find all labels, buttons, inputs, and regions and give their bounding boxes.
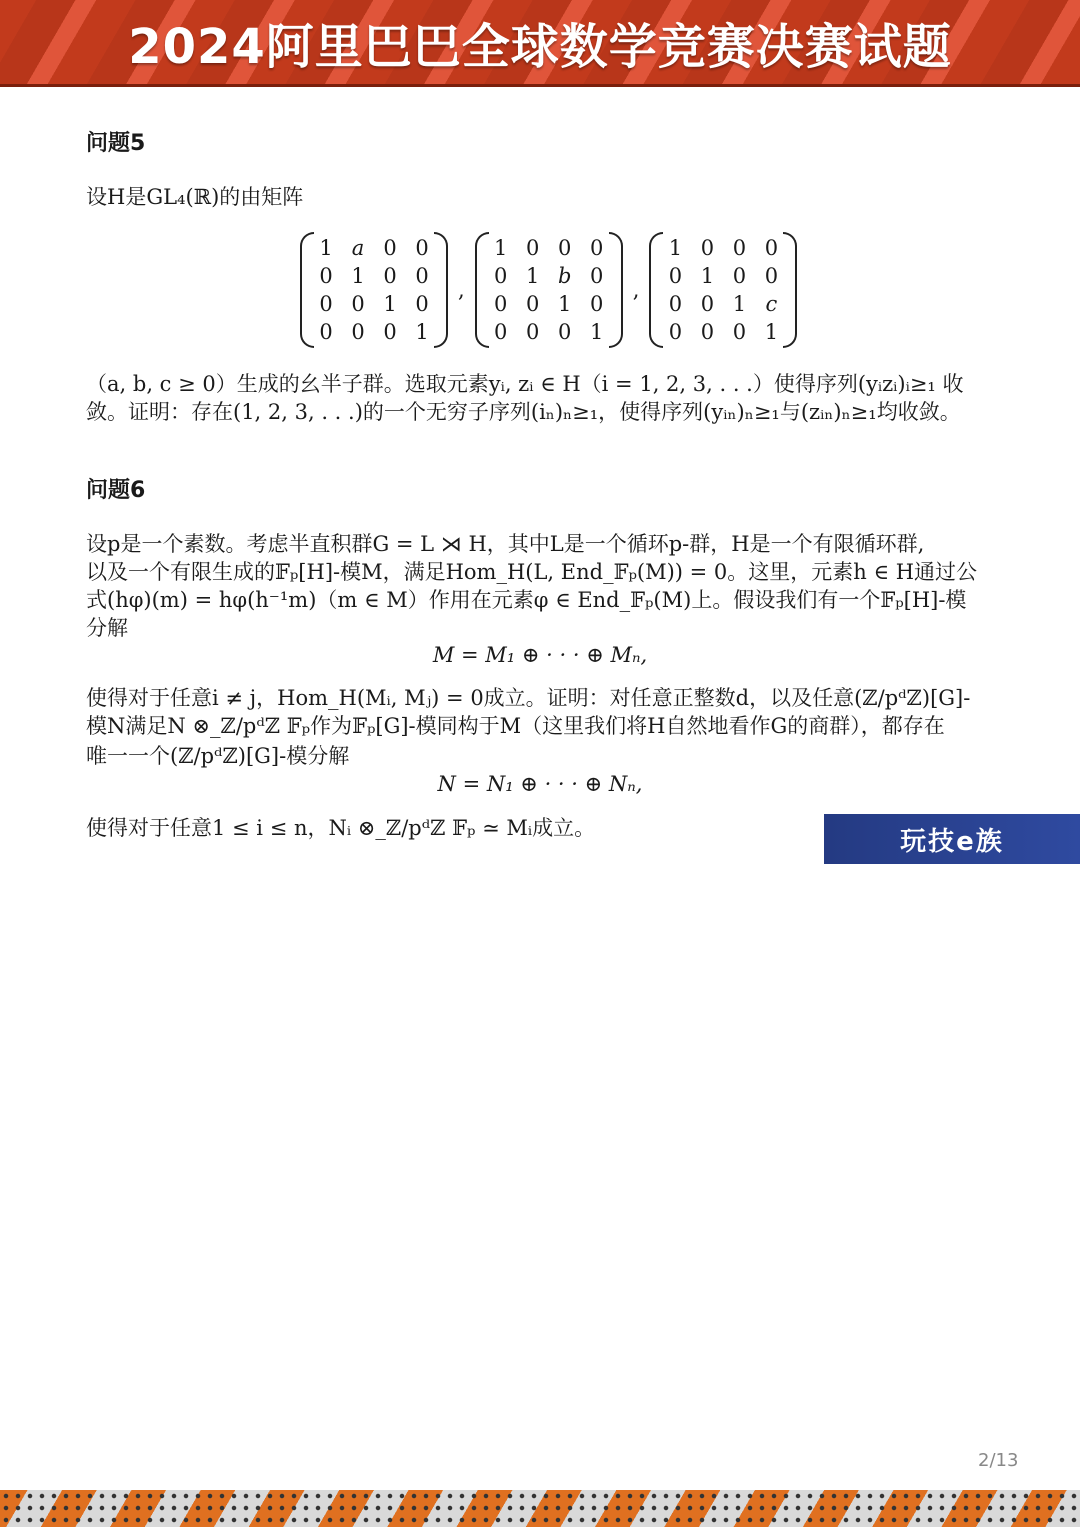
matrix-cell: 0: [558, 236, 572, 260]
page-title: 2024阿里巴巴全球数学竞赛决赛试题: [128, 19, 952, 75]
matrix-cell: 0: [526, 320, 540, 344]
page-number: 2/13: [978, 1450, 1019, 1471]
matrix-cell: 1: [351, 264, 365, 288]
matrix-cell: 0: [383, 236, 397, 260]
matrix-cell: 0: [764, 236, 779, 260]
matrix-cell: 0: [526, 292, 540, 316]
matrix-cell: 0: [494, 292, 508, 316]
matrix-cell: 0: [590, 292, 604, 316]
header-banner: [0, 0, 1080, 87]
matrix-cell: 0: [351, 292, 365, 316]
matrix-cell: 1: [668, 236, 683, 260]
matrix-cell: 0: [764, 264, 779, 288]
matrix-separator: ,: [458, 278, 465, 302]
matrix-cell: a: [351, 236, 365, 260]
matrix-cell: 0: [732, 236, 747, 260]
matrix-cell: c: [765, 292, 778, 316]
matrix-cell: 0: [668, 320, 683, 344]
matrix-cell: b: [557, 264, 572, 288]
matrix-cell: 0: [700, 236, 715, 260]
matrix-cell: 0: [415, 292, 429, 316]
matrix-cell: 0: [415, 264, 429, 288]
watermark-logo: 玩技e族: [824, 814, 1080, 864]
matrix-cell: 0: [319, 292, 333, 316]
matrix-cell: 0: [319, 320, 333, 344]
matrix-cell: 0: [558, 320, 572, 344]
matrix-group: [300, 232, 797, 348]
matrix-cell: 1: [764, 320, 779, 344]
problem6-text-line: 式(hφ)(m) = hφ(h⁻¹m)（m ∈ M）作用在元素φ ∈ End_𝔽ₚ(M)上。假设我们有一个𝔽ₚ[H]-模: [86, 588, 967, 612]
matrix-cell: 0: [732, 264, 747, 288]
matrix-cell: 1: [494, 236, 508, 260]
matrix-cell: 0: [383, 320, 397, 344]
matrix-cell: 0: [415, 236, 429, 260]
matrix-cell: 0: [526, 236, 540, 260]
matrix-cell: 1: [415, 320, 429, 344]
matrix-c: [649, 232, 797, 348]
problem6-text-line: 模N满足N ⊗_ℤ/pᵈℤ 𝔽ₚ作为𝔽ₚ[G]-模同构于M（这里我们将H自然地看作G的商群），都存在: [86, 714, 945, 738]
problem6-heading: 问题6: [86, 478, 146, 503]
problem6-text-line: 唯一一个(ℤ/pᵈℤ)[G]-模分解: [86, 744, 350, 768]
problem6-text-line: 设p是一个素数。考虑半直积群G = L ⋊ H，其中L是一个循环p-群，H是一个有限循环群,: [86, 532, 925, 556]
problem5-text-line: 敛。证明：存在(1, 2, 3, . . .)的一个无穷子序列(iₙ)ₙ≥₁，使得序列(yᵢₙ)ₙ≥₁与(zᵢₙ)ₙ≥₁均收敛。: [86, 400, 961, 424]
problem6-text-line: 使得对于任意1 ≤ i ≤ n，Nᵢ ⊗_ℤ/pᵈℤ 𝔽ₚ ≃ Mᵢ成立。: [86, 816, 596, 840]
matrix-cell: 0: [668, 264, 683, 288]
matrix-b: [475, 232, 623, 348]
matrix-cell: 1: [732, 292, 747, 316]
equation-m-decomposition: M = M₁ ⊕ · · · ⊕ Mₙ,: [432, 643, 648, 667]
matrix-cell: 0: [732, 320, 747, 344]
matrix-cell: 0: [319, 264, 333, 288]
matrix-cell: 1: [590, 320, 604, 344]
problem6-text-line: 使得对于任意i ≠ j，Hom_H(Mᵢ, Mⱼ) = 0成立。证明：对任意正整数d，以及任意(ℤ/pᵈℤ)[G]-: [86, 686, 971, 710]
matrix-cell: 0: [700, 292, 715, 316]
equation-n-decomposition: N = N₁ ⊕ · · · ⊕ Nₙ,: [437, 772, 643, 796]
matrix-cell: 0: [383, 264, 397, 288]
matrix-cell: 0: [668, 292, 683, 316]
matrix-cell: 1: [700, 264, 715, 288]
problem6-text-line: 以及一个有限生成的𝔽ₚ[H]-模M，满足Hom_H(L, End_𝔽ₚ(M)) = 0。这里，元素h ∈ H通过公: [86, 560, 978, 584]
matrix-cell: 0: [590, 236, 604, 260]
matrix-cell: 1: [383, 292, 397, 316]
problem5-intro: 设H是GL₄(ℝ)的由矩阵: [86, 185, 304, 209]
problem5-text-line: （a, b, c ≥ 0）生成的幺半子群。选取元素yᵢ, zᵢ ∈ H（i = 1, 2, 3, . . .）使得序列(yᵢzᵢ)ᵢ≥₁ 收: [86, 372, 964, 396]
matrix-separator: ,: [632, 278, 640, 302]
matrix-cell: 0: [494, 320, 508, 344]
matrix-cell: 0: [351, 320, 365, 344]
matrix-cell: 0: [700, 320, 715, 344]
footer-decoration: [0, 1490, 1080, 1527]
matrix-cell: 1: [319, 236, 333, 260]
problem6-text-line: 分解: [86, 616, 128, 640]
matrix-cell: 1: [558, 292, 572, 316]
matrix-cell: 0: [494, 264, 508, 288]
matrix-cell: 1: [526, 264, 540, 288]
problem5-heading: 问题5: [86, 131, 146, 156]
matrix-a: [300, 232, 448, 348]
matrix-cell: 0: [590, 264, 604, 288]
